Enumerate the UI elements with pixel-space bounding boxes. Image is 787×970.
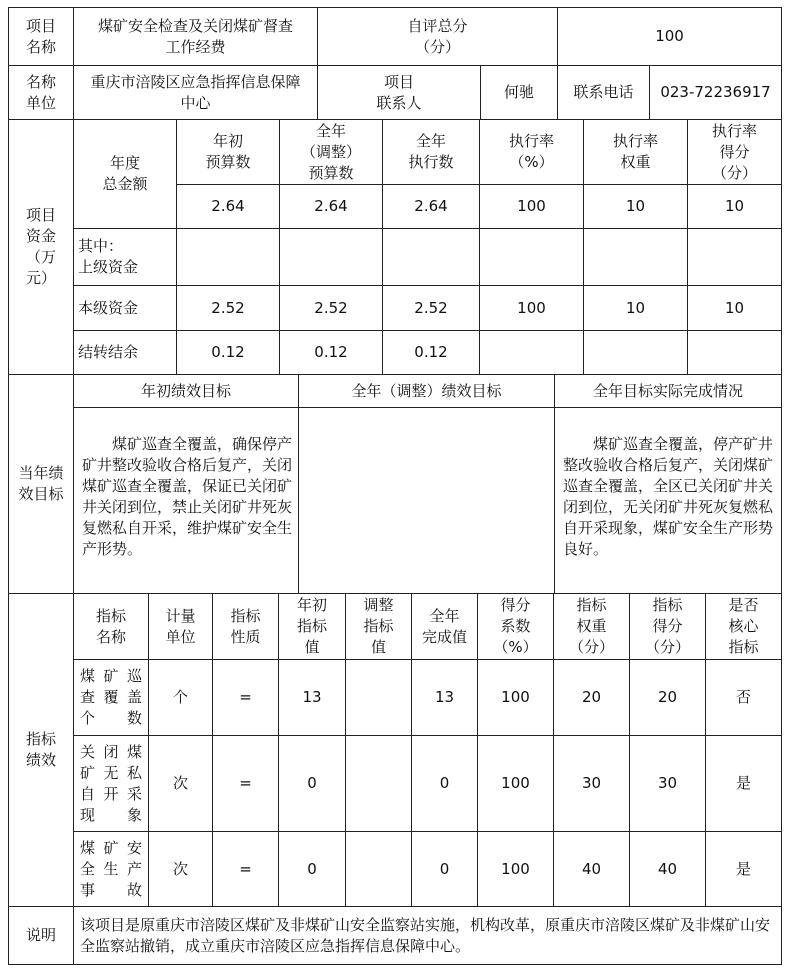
- funds-superior-adjusted: [280, 229, 383, 286]
- indicator-core: 否: [706, 660, 782, 736]
- goals-actual-header: 全年目标实际完成情况: [555, 375, 782, 408]
- funds-local-weight: 10: [584, 286, 688, 331]
- contact-name: 何驰: [481, 66, 558, 120]
- funds-header-adjusted: 全年 （调整） 预算数: [280, 120, 383, 185]
- project-name-label: 项目 名称: [9, 8, 74, 66]
- indicator-unit: 次: [149, 832, 213, 907]
- goals-table: [8, 374, 782, 594]
- funds-row-label-superior: 其中： 上级资金: [74, 229, 177, 286]
- funds-row-label-local: 本级资金: [74, 286, 177, 331]
- unit-label: 名称 单位: [9, 66, 74, 120]
- note-text: 该项目是原重庆市涪陵区煤矿及非煤矿山安全监察站实施，机构改革，原重庆市涪陵区煤矿及非煤矿山安全监察站撤销，成立重庆市涪陵区应急指挥信息保障中心。: [74, 907, 782, 965]
- indicator-score: 20: [630, 660, 706, 736]
- ind-header-initial: 年初 指标 值: [279, 594, 346, 660]
- indicator-score: 30: [630, 736, 706, 832]
- funds-local-initial: 2.52: [177, 286, 280, 331]
- score-value: 100: [558, 8, 782, 66]
- indicator-adjusted: [346, 736, 412, 832]
- ind-header-nature: 指标 性质: [213, 594, 279, 660]
- indicator-score: 40: [630, 832, 706, 907]
- funds-header-executed: 全年 执行数: [383, 120, 480, 185]
- funds-total-executed: 2.64: [383, 185, 480, 229]
- indicator-coef: 100: [478, 660, 554, 736]
- indicator-core: 是: [706, 736, 782, 832]
- table-row: [9, 660, 782, 736]
- indicator-initial: 0: [279, 832, 346, 907]
- goals-section-label: 当年绩 效目标: [9, 375, 74, 594]
- funds-local-rate: 100: [480, 286, 584, 331]
- funds-total-score: 10: [688, 185, 782, 229]
- indicator-name: 煤矿巡 查覆盖 个数: [74, 660, 149, 736]
- indicator-weight: 40: [554, 832, 630, 907]
- indicator-weight: 20: [554, 660, 630, 736]
- funds-carryover-executed: 0.12: [383, 331, 480, 375]
- ind-header-adjusted: 调整 指标 值: [346, 594, 412, 660]
- funds-superior-executed: [383, 229, 480, 286]
- phone-value: 023-72236917: [650, 66, 782, 120]
- indicator-actual: 0: [412, 832, 478, 907]
- indicator-nature: =: [213, 660, 279, 736]
- ind-header-score: 指标 得分 （分）: [630, 594, 706, 660]
- project-name: 煤矿安全检查及关闭煤矿督查 工作经费: [74, 8, 318, 66]
- funds-section-label: 项目 资金 （万 元）: [9, 120, 74, 375]
- indicator-unit: 次: [149, 736, 213, 832]
- funds-total-adjusted: 2.64: [280, 185, 383, 229]
- indicator-actual: 13: [412, 660, 478, 736]
- funds-total-initial: 2.64: [177, 185, 280, 229]
- funds-header-weight: 执行率 权重: [584, 120, 688, 185]
- ind-header-name: 指标 名称: [74, 594, 149, 660]
- funds-header-total: 年度 总金额: [74, 120, 177, 229]
- indicator-adjusted: [346, 660, 412, 736]
- table-row: [9, 736, 782, 832]
- note-table: [8, 906, 782, 965]
- ind-header-unit: 计量 单位: [149, 594, 213, 660]
- note-label: 说明: [9, 907, 74, 965]
- ind-header-actual: 全年 完成值: [412, 594, 478, 660]
- funds-carryover-initial: 0.12: [177, 331, 280, 375]
- indicator-nature: =: [213, 736, 279, 832]
- funds-header-initial: 年初 预算数: [177, 120, 280, 185]
- indicator-core: 是: [706, 832, 782, 907]
- score-label: 自评总分 （分）: [318, 8, 558, 66]
- indicator-initial: 0: [279, 736, 346, 832]
- indicator-initial: 13: [279, 660, 346, 736]
- phone-label: 联系电话: [558, 66, 650, 120]
- contact-label: 项目 联系人: [318, 66, 481, 120]
- ind-header-core: 是否 核心 指标: [706, 594, 782, 660]
- funds-carryover-rate: [480, 331, 584, 375]
- funds-header-rate: 执行率 （%）: [480, 120, 584, 185]
- ind-header-coef: 得分 系数 （%）: [478, 594, 554, 660]
- indicator-name: 关闭煤 矿无私 自开采 现象: [74, 736, 149, 832]
- indicators-section-label: 指标 绩效: [9, 594, 74, 907]
- funds-carryover-weight: [584, 331, 688, 375]
- table-row: [9, 832, 782, 907]
- goals-adjusted-text: [299, 408, 555, 594]
- funds-local-adjusted: 2.52: [280, 286, 383, 331]
- indicator-nature: =: [213, 832, 279, 907]
- funds-local-executed: 2.52: [383, 286, 480, 331]
- funds-carryover-adjusted: 0.12: [280, 331, 383, 375]
- goals-actual-text: 煤矿巡查全覆盖，停产矿井整改验收合格后复产，关闭煤矿巡查全覆盖，全区已关闭矿井关闭到位，无关闭矿井死灰复燃私自开采现象，煤矿安全生产形势良好。: [555, 408, 782, 594]
- funds-superior-weight: [584, 229, 688, 286]
- funds-local-score: 10: [688, 286, 782, 331]
- funds-row-label-carryover: 结转结余: [74, 331, 177, 375]
- goals-initial-text: 煤矿巡查全覆盖，确保停产矿井整改验收合格后复产，关闭煤矿巡查全覆盖，保证已关闭矿井关闭到位，禁止关闭矿井死灰复燃私自开采，维护煤矿安全生产形势。: [74, 408, 299, 594]
- funds-total-rate: 100: [480, 185, 584, 229]
- funds-header-score: 执行率 得分 （分）: [688, 120, 782, 185]
- funds-superior-initial: [177, 229, 280, 286]
- indicator-coef: 100: [478, 832, 554, 907]
- header-table: [8, 7, 782, 120]
- indicator-name: 煤矿安 全生产 事故: [74, 832, 149, 907]
- indicator-actual: 0: [412, 736, 478, 832]
- indicator-unit: 个: [149, 660, 213, 736]
- funds-table: [8, 119, 782, 375]
- funds-superior-rate: [480, 229, 584, 286]
- ind-header-weight: 指标 权重 （分）: [554, 594, 630, 660]
- unit-name: 重庆市涪陵区应急指挥信息保障 中心: [74, 66, 318, 120]
- funds-superior-score: [688, 229, 782, 286]
- indicator-weight: 30: [554, 736, 630, 832]
- indicator-adjusted: [346, 832, 412, 907]
- goals-initial-header: 年初绩效目标: [74, 375, 299, 408]
- indicators-table: [8, 593, 782, 907]
- indicator-coef: 100: [478, 736, 554, 832]
- funds-carryover-score: [688, 331, 782, 375]
- funds-total-weight: 10: [584, 185, 688, 229]
- goals-adjusted-header: 全年（调整）绩效目标: [299, 375, 555, 408]
